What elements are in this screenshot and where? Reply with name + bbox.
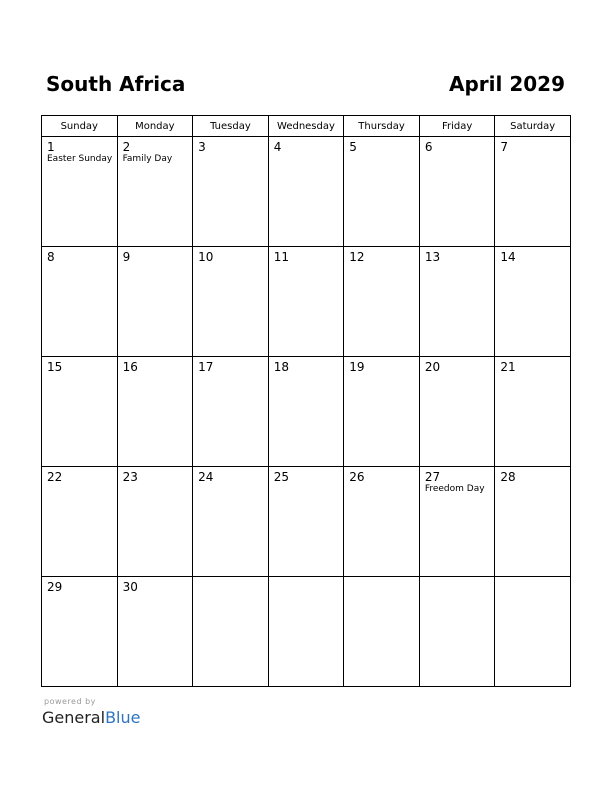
calendar-header	[46, 70, 565, 100]
day-cell	[117, 137, 193, 247]
day-number: 5	[349, 140, 357, 154]
day-number: 21	[500, 360, 516, 374]
weekday-tuesday: Tuesday	[193, 116, 269, 137]
country-title: South Africa	[46, 72, 186, 96]
brand-logo	[42, 708, 140, 728]
day-cell	[419, 137, 495, 247]
weekday-friday: Friday	[419, 116, 495, 137]
powered-by-text: powered by	[44, 697, 96, 706]
holiday-label: Family Day	[122, 154, 173, 164]
calendar-body	[42, 137, 571, 687]
day-number: 27	[424, 470, 441, 484]
weekday-sunday: Sunday	[42, 116, 118, 137]
day-number	[193, 577, 268, 580]
day-cell	[268, 247, 344, 357]
day-number: 4	[273, 140, 282, 154]
day-number: 23	[122, 470, 138, 484]
week-row	[42, 357, 571, 467]
day-cell	[42, 137, 118, 247]
day-cell	[42, 577, 118, 687]
day-cell	[495, 137, 571, 247]
holiday-label: Freedom Day	[424, 484, 485, 494]
day-number: 30	[122, 580, 138, 594]
day-cell	[117, 247, 193, 357]
brand-general: General	[42, 708, 106, 727]
week-row	[42, 137, 571, 247]
day-cell	[193, 577, 269, 687]
week-row	[42, 577, 571, 687]
day-cell	[42, 357, 118, 467]
day-number: 15	[47, 360, 63, 374]
day-cell	[117, 357, 193, 467]
day-number: 6	[424, 140, 433, 154]
day-cell	[419, 577, 495, 687]
day-number: 14	[500, 250, 516, 264]
day-cell	[495, 357, 571, 467]
day-number: 9	[122, 250, 131, 264]
day-number	[269, 577, 344, 580]
day-number: 12	[349, 250, 365, 264]
day-number	[420, 577, 495, 580]
weekday-monday: Monday	[117, 116, 193, 137]
weekday-thursday: Thursday	[344, 116, 420, 137]
day-cell	[268, 467, 344, 577]
day-cell	[117, 467, 193, 577]
day-cell	[344, 467, 420, 577]
day-number: 11	[273, 250, 289, 264]
day-cell	[419, 357, 495, 467]
weekday-saturday: Saturday	[495, 116, 571, 137]
week-row	[42, 247, 571, 357]
day-cell	[495, 247, 571, 357]
calendar-grid	[41, 115, 571, 687]
day-cell	[344, 577, 420, 687]
day-cell	[268, 357, 344, 467]
day-cell	[193, 467, 269, 577]
day-cell	[495, 467, 571, 577]
day-cell	[344, 137, 420, 247]
day-cell	[42, 247, 118, 357]
day-number: 1	[47, 140, 55, 154]
day-number: 28	[500, 470, 516, 484]
day-number: 22	[47, 470, 63, 484]
day-number: 18	[273, 360, 289, 374]
holiday-label: Easter Sunday	[47, 154, 113, 164]
day-number	[495, 577, 570, 580]
day-cell	[117, 577, 193, 687]
day-cell	[268, 577, 344, 687]
day-cell	[42, 467, 118, 577]
day-number: 10	[198, 250, 214, 264]
day-number: 2	[122, 140, 131, 154]
day-number: 24	[198, 470, 214, 484]
weekday-header-row	[42, 116, 571, 137]
day-cell	[344, 247, 420, 357]
day-number: 17	[198, 360, 214, 374]
day-number: 8	[47, 250, 55, 264]
day-cell	[193, 357, 269, 467]
day-number: 29	[47, 580, 63, 594]
day-number: 26	[349, 470, 365, 484]
day-cell	[268, 137, 344, 247]
day-cell	[495, 577, 571, 687]
day-cell	[344, 357, 420, 467]
brand-blue: Blue	[105, 708, 141, 727]
day-cell	[193, 137, 269, 247]
day-cell	[419, 467, 495, 577]
day-number: 25	[273, 470, 289, 484]
week-row	[42, 467, 571, 577]
day-number: 7	[500, 140, 509, 154]
weekday-wednesday: Wednesday	[268, 116, 344, 137]
day-number	[344, 577, 419, 580]
day-number: 3	[198, 140, 206, 154]
day-number: 16	[122, 360, 138, 374]
day-cell	[419, 247, 495, 357]
day-cell	[193, 247, 269, 357]
footer	[42, 697, 140, 728]
month-year-title: April 2029	[449, 72, 565, 96]
day-number: 13	[424, 250, 441, 264]
day-number: 20	[424, 360, 441, 374]
day-number: 19	[349, 360, 365, 374]
